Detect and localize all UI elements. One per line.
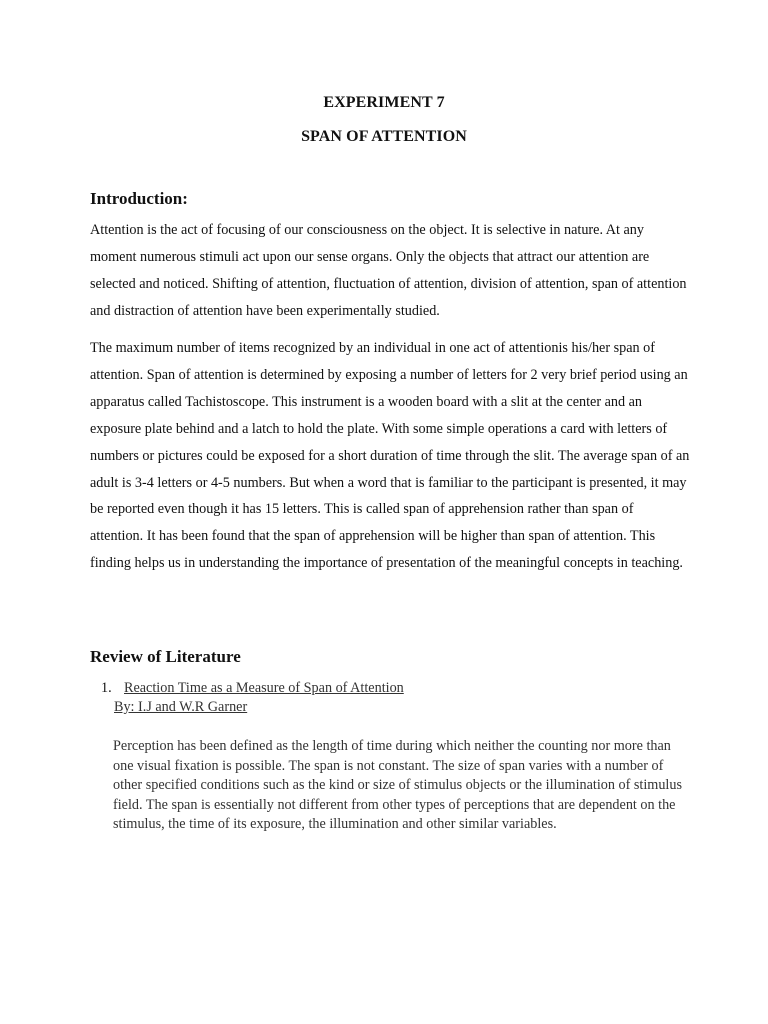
literature-item-summary: Perception has been defined as the length of time during which neither the counting nor more than one visual fixation is possible. The span is not constant. The size of span varies with a number of other specified conditions such as the kind or size of stimulus objects or the illumination of stimulus field. The span is essentially not different from other types of perceptions that are dependent on the stimulus, the time of its exposure, the illumination and other similar variables. bbox=[113, 738, 682, 832]
review-heading: Review of Literature bbox=[90, 647, 241, 666]
literature-item bbox=[101, 679, 404, 717]
literature-item-number: 1. bbox=[101, 680, 112, 696]
experiment-title: SPAN OF ATTENTION bbox=[301, 128, 467, 145]
literature-item-title: Reaction Time as a Measure of Span of Attention bbox=[124, 680, 404, 696]
introduction-heading: Introduction: bbox=[90, 189, 188, 208]
experiment-number: EXPERIMENT 7 bbox=[323, 94, 445, 111]
introduction-paragraph-1: Attention is the act of focusing of our consciousness on the object. It is selective in nature. At any moment numerous stimuli act upon our sense organs. Only the objects that attract our attention are selected and noticed. Shifting of attention, fluctuation of attention, division of attention, span of attention and distraction of attention have been experimentally studied. bbox=[90, 222, 687, 319]
introduction-paragraph-2: The maximum number of items recognized by an individual in one act of attentionis his/her span of attention. Span of attention is determined by exposing a number of letters for 2 very brief period using an apparatus called Tachistoscope. This instrument is a wooden board with a slit at the center and an exposure plate behind and a latch to hold the plate. With some simple operations a card with letters of numbers or pictures could be exposed for a short duration of time through the slit. The average span of an adult is 3-4 letters or 4-5 numbers. But when a word that is familiar to the participant is presented, it may be reported even though it has 15 letters. This is called span of apprehension rather than span of attention. It has been found that the span of apprehension will be higher than span of attention. This finding helps us in understanding the importance of presentation of the meaningful concepts in teaching. bbox=[90, 340, 690, 572]
literature-item-authors: By: I.J and W.R Garner bbox=[114, 699, 248, 715]
